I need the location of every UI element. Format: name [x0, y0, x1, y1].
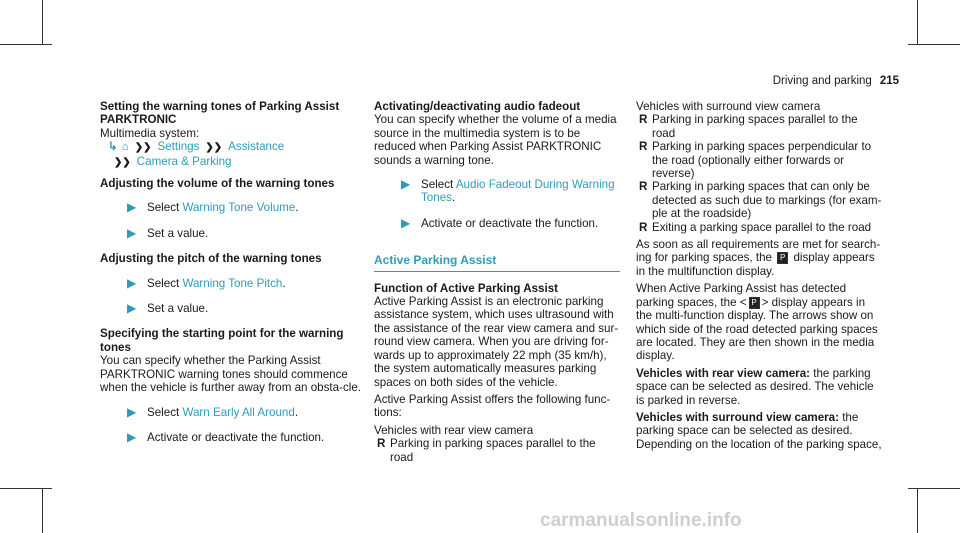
search-paragraph — [636, 238, 882, 278]
crop-mark — [42, 488, 43, 533]
crop-mark — [42, 0, 43, 45]
step-select-warn-early: ▶ Select Warn Early All Around. — [127, 404, 299, 419]
surround-camera-intro: Vehicles with surround view camera — [636, 100, 821, 113]
option-audio-fadeout: Audio Fadeout During Warning Tones — [421, 178, 615, 205]
watermark: carmanualsonline.info — [540, 510, 742, 531]
rear-camera-text: the parking space can be selected as desired. The vehicle is parked in reverse. — [636, 366, 874, 407]
column-2 — [374, 100, 620, 464]
rear-camera-label: Vehicles with rear view camera: — [636, 366, 811, 380]
step-arrow-icon: ▶ — [127, 404, 137, 419]
bullet-icon: R — [639, 220, 648, 234]
starting-point-text: You can specify whether the Parking Assist PARKTRONIC warning tones should commence when the vehicle is further away from an obsta-cle. — [100, 354, 361, 395]
multimedia-label: Multimedia system: — [100, 126, 200, 140]
step-text: Set a value. — [147, 302, 209, 316]
list-item — [636, 140, 882, 180]
heading-volume: Adjusting the volume of the warning tones — [100, 177, 335, 191]
function-text: Active Parking Assist is an electronic parking assistance system, which uses ultrasound with the assistance of the rear view camera and sur-round view camera. When you are driving for-wards up to approximately 22 mph (35 km/h), the system automatically measures parking spaces on both sides of the vehicle. — [374, 295, 619, 389]
page-header — [773, 75, 899, 87]
step-text: Activate or deactivate the function. — [147, 430, 325, 444]
home-icon: ⌂ — [121, 140, 129, 154]
chevron-icon: ❯❯ — [205, 142, 223, 154]
step-arrow-icon: ▶ — [127, 275, 137, 290]
path-arrow-icon: ↳ — [108, 140, 118, 154]
heading-function: Function of Active Parking Assist — [374, 281, 559, 295]
heading-pitch: Adjusting the pitch of the warning tones — [100, 252, 322, 266]
parking-symbol-icon: P — [777, 252, 788, 264]
nav-assistance: Assistance — [228, 140, 285, 154]
list-item-text: Parking in parking spaces that can only be detected as such due to markings (for exam-ple at the roadside) — [652, 180, 882, 221]
step-arrow-icon: ▶ — [127, 301, 137, 316]
chevron-icon: ❯❯ — [134, 142, 152, 154]
bullet-icon: R — [639, 113, 648, 127]
column-3 — [636, 100, 882, 451]
list-item-text: Parking in parking spaces perpendicular to the road (optionally either forwards or reverse) — [652, 140, 872, 181]
step-arrow-icon: ▶ — [401, 177, 411, 192]
bullet-icon: R — [639, 140, 648, 154]
column-1 — [100, 100, 362, 456]
list-item-text: Parking in parking spaces parallel to the road — [390, 437, 596, 464]
crop-mark — [908, 44, 960, 45]
section-name: Driving and parking — [772, 75, 872, 87]
bullet-icon: R — [377, 437, 386, 451]
step-set-value-2 — [100, 302, 362, 315]
offers-text: Active Parking Assist offers the following func-tions: — [374, 392, 611, 420]
rear-camera-intro: Vehicles with rear view camera — [374, 423, 534, 437]
crop-mark — [0, 488, 52, 489]
step-set-value — [100, 227, 362, 240]
audio-fadeout-text: You can specify whether the volume of a media source in the multimedia system is to be reduced when Parking Assist PARKTRONIC sounds a warning tone. — [374, 113, 617, 167]
surround-camera-text: the parking space can be selected as desired. Depending on the location of the parking space, — [636, 410, 882, 451]
list-item-text: Parking in parking spaces parallel to the road — [652, 113, 858, 140]
rear-camera-list — [374, 437, 620, 464]
step-arrow-icon: ▶ — [127, 200, 137, 215]
detected-paragraph — [636, 282, 882, 362]
heading-starting-point: Specifying the starting point for the warning tones — [100, 327, 344, 354]
detected-text: When Active Parking Assist has detected parking spaces, the — [636, 282, 847, 309]
page-number: 215 — [879, 75, 899, 87]
crop-mark — [0, 44, 52, 45]
step-activate-fadeout — [374, 217, 620, 230]
step-text: Select — [147, 405, 180, 419]
list-item — [636, 180, 882, 220]
surround-camera-list — [636, 113, 882, 234]
option-warn-early: Warn Early All Around — [182, 405, 295, 419]
step-select-pitch: ▶ Select Warning Tone Pitch. — [127, 275, 286, 290]
step-text: Select — [421, 178, 454, 192]
crop-mark — [908, 488, 960, 489]
crop-mark — [917, 0, 918, 45]
list-item — [636, 221, 882, 234]
step-text: Set a value. — [147, 226, 209, 240]
list-item — [636, 113, 882, 140]
heading-warning-tones: Setting the warning tones of Parking Assist PARKTRONIC — [100, 100, 340, 127]
step-text: Select — [147, 201, 180, 215]
nav-path — [100, 140, 362, 169]
step-text: Activate or deactivate the function. — [421, 216, 599, 230]
heading-audio-fadeout: Activating/deactivating audio fadeout — [374, 100, 581, 113]
step-activate — [100, 431, 362, 444]
list-item — [374, 437, 620, 464]
step-arrow-icon: ▶ — [401, 215, 411, 230]
option-volume: Warning Tone Volume — [182, 201, 296, 215]
chevron-icon: ❯❯ — [114, 156, 131, 168]
detected-text-2: display appears in the multi-function display. The arrows show on which side of the road detected parking spaces are located. They are then shown in the media display. — [636, 295, 878, 363]
option-pitch: Warning Tone Pitch — [182, 276, 283, 290]
step-select-fadeout: ▶ Select Audio Fadeout During Warning Tones. — [401, 177, 615, 205]
surround-camera-paragraph — [636, 411, 882, 451]
list-item-text: Exiting a parking space parallel to the road — [652, 220, 872, 234]
crop-mark — [917, 488, 918, 533]
step-arrow-icon: ▶ — [127, 225, 137, 240]
section-title-active-parking-assist: Active Parking Assist — [374, 254, 620, 271]
parking-arrows-symbol-icon: < P > — [739, 295, 769, 309]
search-text-2: display appears in the multifunction display. — [636, 251, 875, 278]
rear-camera-paragraph — [636, 367, 882, 407]
search-text: As soon as all requirements are met for search-ing for parking spaces, the — [636, 238, 881, 265]
step-text: Select — [147, 276, 180, 290]
step-select-volume: ▶ Select Warning Tone Volume. — [127, 200, 299, 215]
nav-camera-parking: Camera & Parking — [136, 154, 232, 168]
nav-settings: Settings — [157, 140, 200, 154]
bullet-icon: R — [639, 180, 648, 194]
surround-camera-label: Vehicles with surround view camera: — [636, 410, 839, 424]
step-arrow-icon: ▶ — [127, 429, 137, 444]
